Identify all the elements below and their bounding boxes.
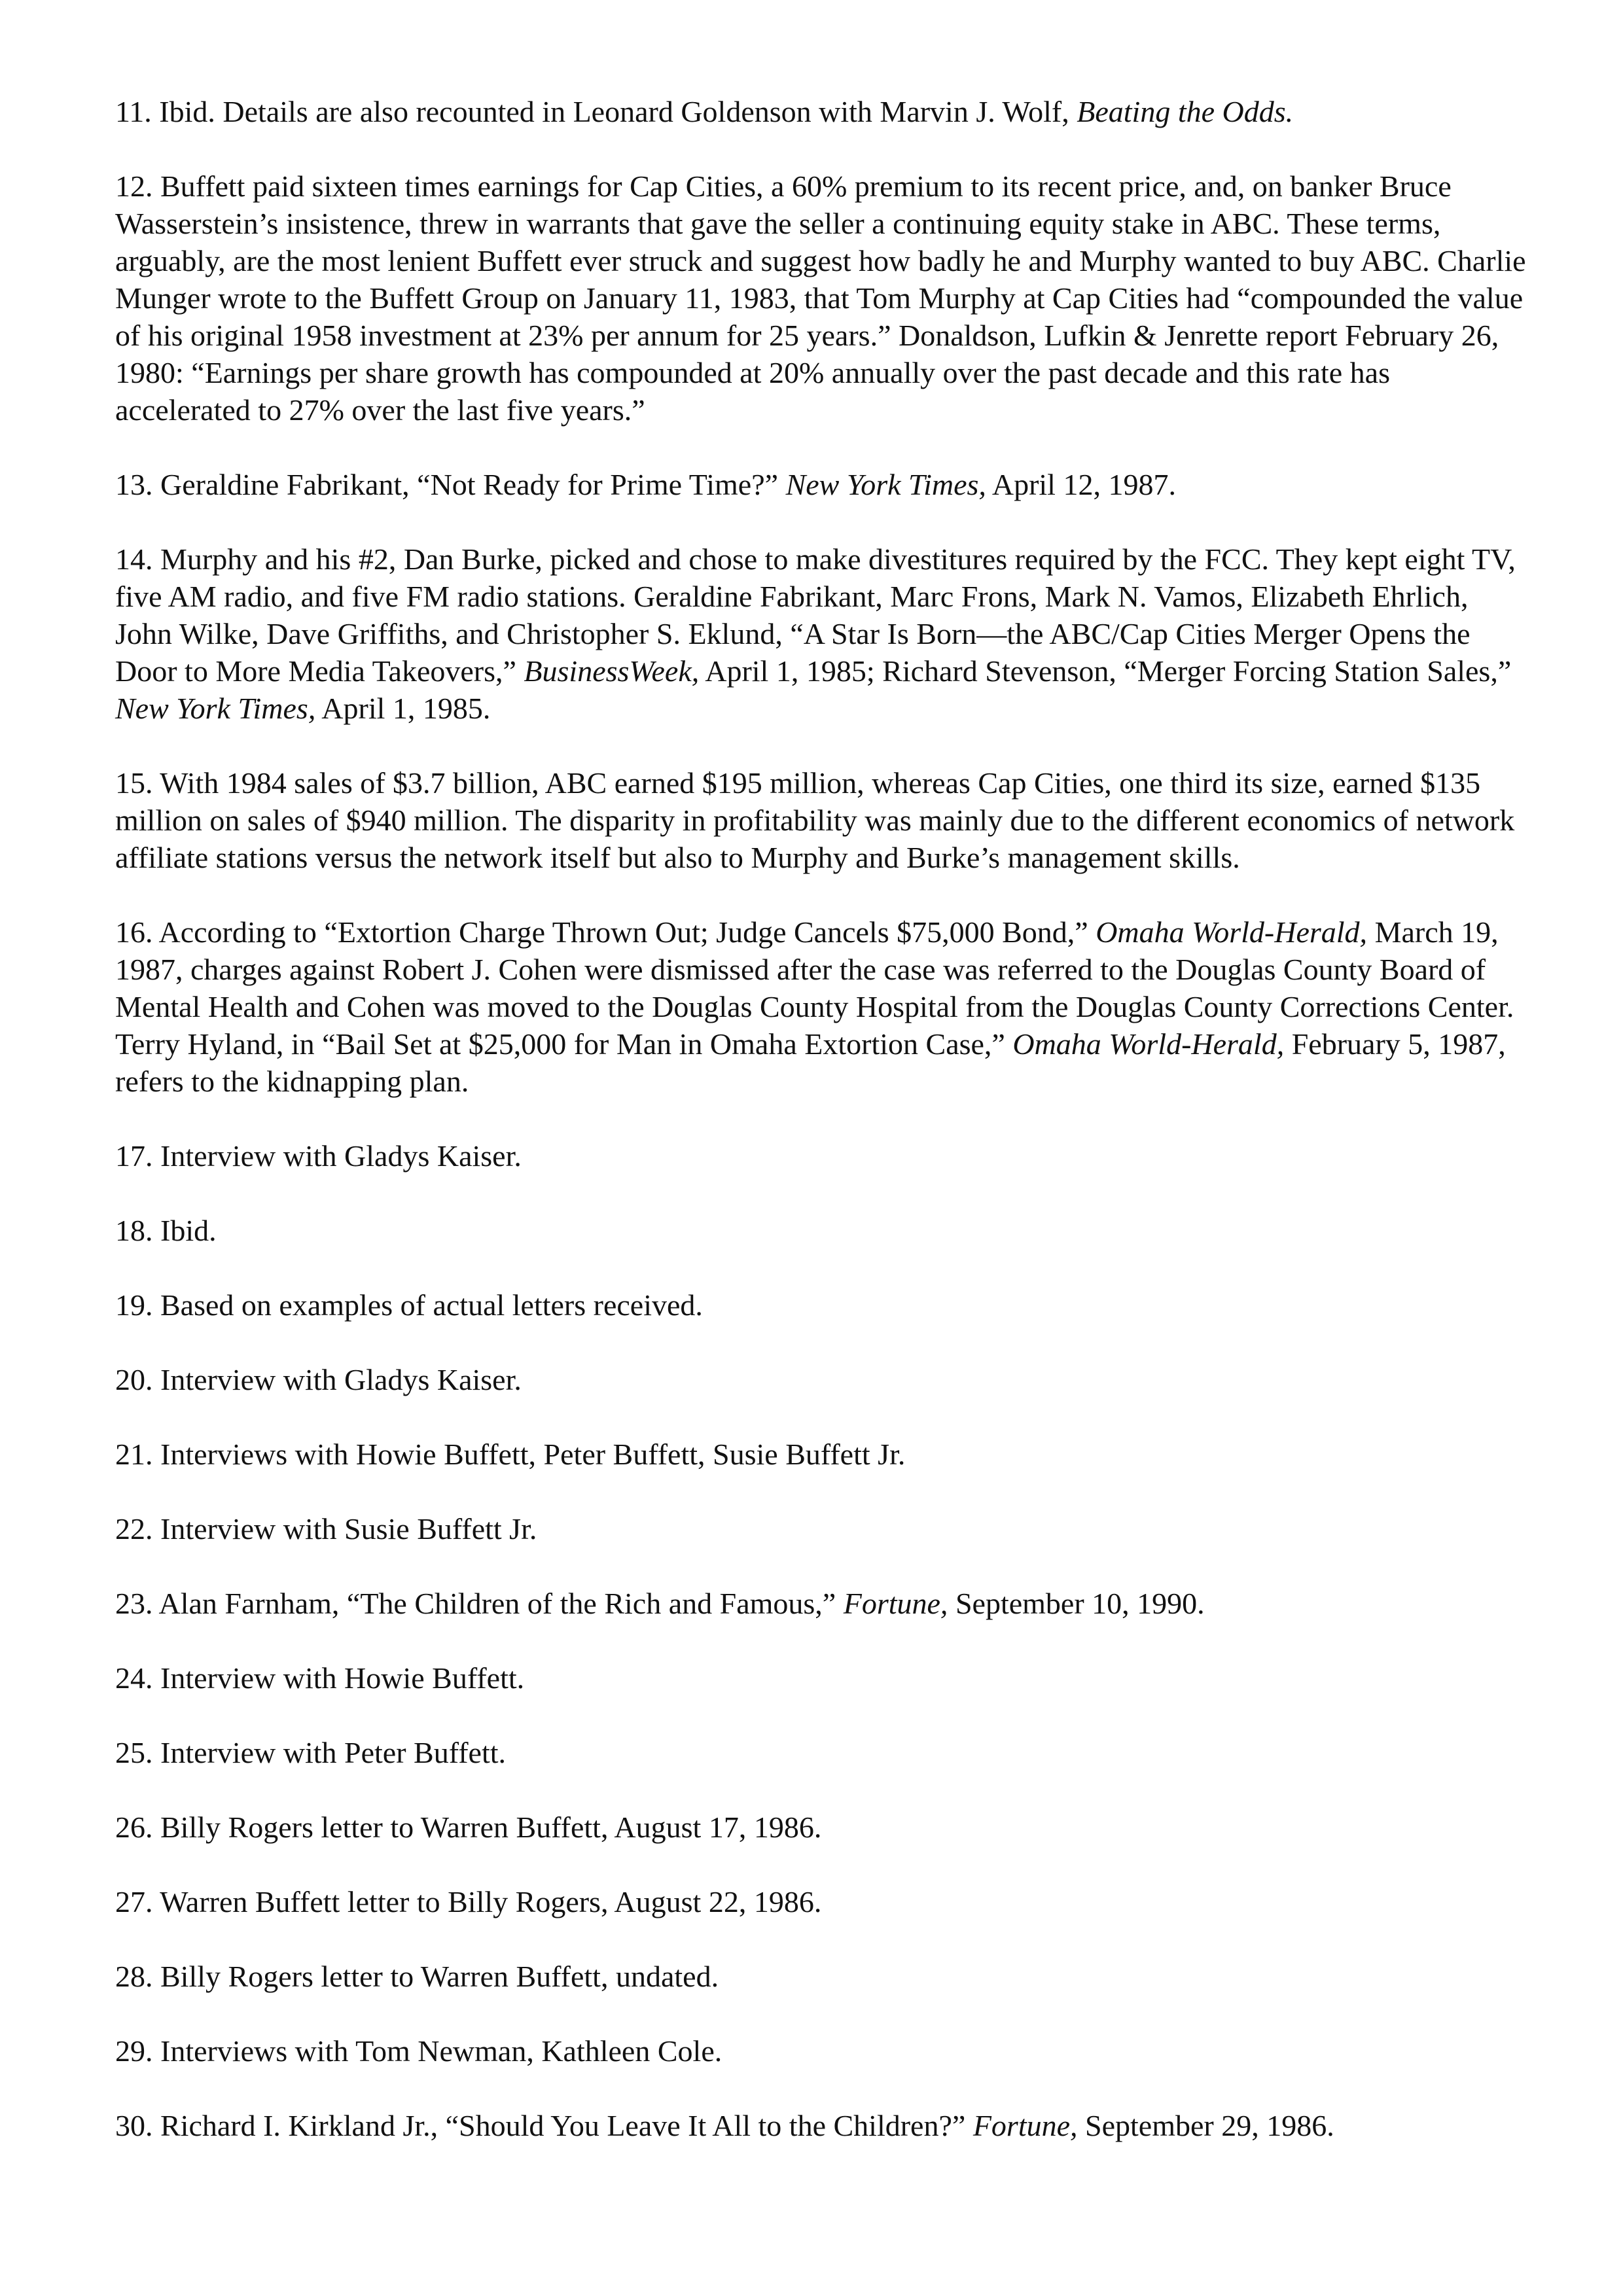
endnote-citation-title: Omaha World-Herald,: [1096, 915, 1368, 949]
endnote-number: 15.: [115, 766, 153, 800]
endnote-text: Interviews with Tom Newman, Kathleen Cole.: [160, 2034, 722, 2068]
endnote-number: 30.: [115, 2109, 153, 2142]
endnote: [115, 1361, 1529, 1398]
endnote-number: 14.: [115, 542, 153, 576]
endnote-text: Ibid. Details are also recounted in Leonard Goldenson with Marvin J. Wolf,: [159, 95, 1077, 128]
endnote-number: 11.: [115, 95, 152, 128]
endnote-citation-title: BusinessWeek,: [524, 654, 700, 688]
endnote: [115, 764, 1529, 876]
endnote-text: Buffett paid sixteen times earnings for Cap Cities, a 60% premium to its recent price, and, on banker Bruce Wasserstein’s insistence, threw in warrants that gave the seller a continuing equity stake in ABC. These terms, arguably, are the most lenient Buffett ever struck and suggest how badly he and Murphy wanted to buy ABC. Charlie Munger wrote to the Buffett Group on January 11, 1983, that Tom Murphy at Cap Cities had “compounded the value of his original 1958 investment at 23% per annum for 25 years.” Donaldson, Lufkin & Jenrette report February 26, 1980: “Earnings per share growth has compounded at 20% annually over the past decade and this rate has accelerated to 27% over the last five years.”: [115, 169, 1526, 427]
endnote: [115, 93, 1529, 130]
endnote-number: 16.: [115, 915, 153, 949]
endnote-number: 12.: [115, 169, 153, 203]
endnote-citation-title: New York Times,: [785, 468, 986, 501]
endnote-number: 27.: [115, 1885, 153, 1918]
endnote: [115, 2032, 1529, 2070]
endnote-number: 25.: [115, 1736, 153, 1769]
endnote-number: 24.: [115, 1661, 153, 1695]
endnote-number: 21.: [115, 1438, 153, 1471]
endnote: [115, 1212, 1529, 1249]
endnote-citation-title: Fortune,: [972, 2109, 1078, 2142]
endnote-text: April 12, 1987.: [986, 468, 1176, 501]
endnote-text: Murphy and his #2, Dan Burke, picked and chose to make divestitures required by the FCC. They kept eight TV, five AM radio, and five FM radio stations. Geraldine Fabrikant, Marc Frons, Mark N. Vamos, Elizabeth Ehrlich, John Wilke, Dave Griffiths, and Christopher S. Eklund, “A Star Is Born—the ABC/Cap Cities Merger Opens the Door to More Media Takeovers,”: [115, 542, 1516, 688]
endnote: [115, 1809, 1529, 1846]
endnote-citation-title: Omaha World-Herald,: [1012, 1027, 1285, 1061]
endnote-number: 17.: [115, 1139, 153, 1173]
endnote-text: February 5, 1987, refers to the kidnapping plan.: [115, 1027, 1506, 1098]
endnote: [115, 466, 1529, 503]
endnote-text: Geraldine Fabrikant, “Not Ready for Prime Time?”: [160, 468, 786, 501]
endnote-number: 23.: [115, 1587, 153, 1620]
endnote-number: 28.: [115, 1960, 153, 1993]
endnotes-list: [115, 93, 1529, 2181]
endnote-number: 20.: [115, 1363, 153, 1396]
endnote-text: Interviews with Howie Buffett, Peter Buffett, Susie Buffett Jr.: [160, 1438, 906, 1471]
endnote-text: Interview with Gladys Kaiser.: [160, 1139, 522, 1173]
endnote-text: Ibid.: [160, 1214, 217, 1247]
endnote-text: Interview with Gladys Kaiser.: [160, 1363, 522, 1396]
endnote-citation-title: Fortune,: [843, 1587, 948, 1620]
endnote-number: 29.: [115, 2034, 153, 2068]
endnote-number: 26.: [115, 1810, 153, 1844]
endnote: [115, 1436, 1529, 1473]
endnote-text: Richard I. Kirkland Jr., “Should You Leave It All to the Children?”: [160, 2109, 973, 2142]
endnote-text: Interview with Peter Buffett.: [160, 1736, 507, 1769]
endnote-number: 19.: [115, 1288, 153, 1322]
endnote: [115, 1585, 1529, 1622]
endnote: [115, 913, 1529, 1100]
endnote: [115, 1510, 1529, 1547]
endnote-text: Billy Rogers letter to Warren Buffett, August 17, 1986.: [160, 1810, 822, 1844]
endnote-text: Interview with Howie Buffett.: [160, 1661, 525, 1695]
endnote-text: Warren Buffett letter to Billy Rogers, August 22, 1986.: [160, 1885, 822, 1918]
endnote: [115, 1958, 1529, 1995]
endnote-text: March 19, 1987, charges against Robert J. Cohen were dismissed after the case was referred to the Douglas County Board of Mental Health and Cohen was moved to the Douglas County Hospital from the Douglas County Corrections Center. Terry Hyland, in “Bail Set at $25,000 for Man in Omaha Extortion Case,”: [115, 915, 1514, 1061]
endnote: [115, 540, 1529, 727]
endnote-text: According to “Extortion Charge Thrown Out; Judge Cancels $75,000 Bond,”: [158, 915, 1096, 949]
endnote: [115, 2107, 1529, 2144]
endnote: [115, 1286, 1529, 1324]
endnote-text: With 1984 sales of $3.7 billion, ABC earned $195 million, whereas Cap Cities, one third its size, earned $135 million on sales of $940 million. The disparity in profitability was mainly due to the different economics of network affiliate stations versus the network itself but also to Murphy and Burke’s management skills.: [115, 766, 1515, 874]
endnote: [115, 1883, 1529, 1920]
endnote: [115, 168, 1529, 429]
endnote-text: Interview with Susie Buffett Jr.: [160, 1512, 537, 1545]
endnote-number: 18.: [115, 1214, 153, 1247]
endnote-number: 13.: [115, 468, 153, 501]
endnote-text: April 1, 1985; Richard Stevenson, “Merger Forcing Station Sales,”: [699, 654, 1512, 688]
endnote-citation-title: New York Times,: [115, 692, 316, 725]
endnote-text: Based on examples of actual letters received.: [160, 1288, 703, 1322]
endnote-text: September 29, 1986.: [1077, 2109, 1334, 2142]
endnote-text: September 10, 1990.: [948, 1587, 1205, 1620]
endnote: [115, 1734, 1529, 1771]
endnote-text: Alan Farnham, “The Children of the Rich and Famous,”: [158, 1587, 844, 1620]
endnote: [115, 1137, 1529, 1174]
endnote-number: 22.: [115, 1512, 153, 1545]
endnote-text: Billy Rogers letter to Warren Buffett, undated.: [160, 1960, 719, 1993]
endnote-text: April 1, 1985.: [315, 692, 491, 725]
endnote: [115, 1659, 1529, 1697]
endnote-citation-title: Beating the Odds.: [1077, 95, 1294, 128]
